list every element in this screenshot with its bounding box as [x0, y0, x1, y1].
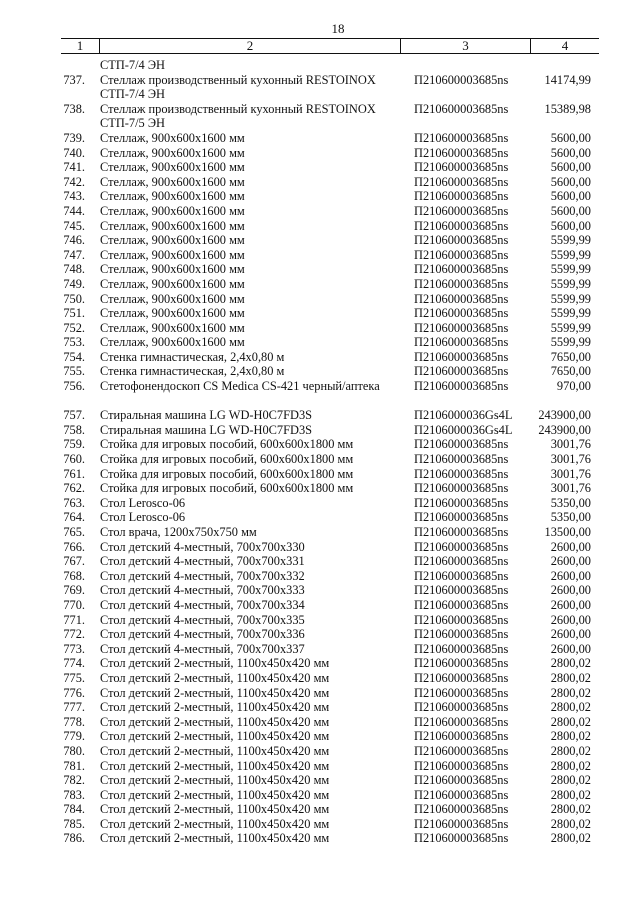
item-number: 765.: [63, 525, 85, 539]
table-row: [0, 671, 640, 686]
item-name: Стол Lerosco-06: [100, 510, 186, 525]
item-name: Стол детский 2-местный, 1100х450х420 мм: [100, 773, 330, 788]
item-code: П210600003685ns: [414, 597, 509, 612]
item-name: Стеллаж, 900х600х1600 мм: [100, 233, 245, 248]
item-code: П210600003685ns: [414, 729, 509, 744]
table-row: [0, 554, 640, 569]
item-name: Стол детский 4-местный, 700х700х330: [100, 539, 305, 554]
item-price: 5599,99: [550, 320, 591, 335]
item-price: 2600,00: [550, 641, 591, 656]
item-price: 5599,99: [550, 306, 591, 321]
item-name: Стеллаж, 900х600х1600 мм: [100, 291, 245, 306]
item-name: Стеллаж, 900х600х1600 мм: [100, 247, 245, 262]
item-name: Стеллаж, 900х600х1600 мм: [100, 306, 245, 321]
item-code: П210600003685ns: [414, 203, 509, 218]
item-code: П210600003685ns: [414, 145, 509, 160]
item-code: П210600003685ns: [414, 525, 509, 539]
item-name-continuation: СТП-7/4 ЭН: [100, 58, 165, 72]
item-number: 768.: [63, 568, 85, 583]
table-row: [0, 773, 640, 788]
item-price: 5600,00: [550, 189, 591, 204]
item-code: П210600003685ns: [414, 364, 509, 379]
item-price: 3001,76: [550, 466, 591, 481]
item-number: 770.: [63, 597, 85, 612]
item-number: 760.: [63, 452, 85, 467]
table-row: [0, 744, 640, 759]
table-row: [0, 233, 640, 248]
item-number: 745.: [63, 218, 85, 233]
item-number: 761.: [63, 466, 85, 481]
item-price: 14174,99: [544, 72, 591, 87]
item-name: Стол детский 4-местный, 700х700х332: [100, 568, 305, 583]
item-price: 2800,02: [550, 802, 591, 817]
table-row: [0, 306, 640, 321]
table-row: [0, 379, 640, 408]
table-row: [0, 788, 640, 803]
table-row: [0, 335, 640, 350]
item-name: Стол детский 2-местный, 1100х450х420 мм: [100, 700, 330, 715]
item-name: Стол детский 2-местный, 1100х450х420 мм: [100, 802, 330, 817]
table-row: [0, 729, 640, 744]
item-name: Стол детский 2-местный, 1100х450х420 мм: [100, 714, 330, 729]
item-name: Стеллаж, 900х600х1600 мм: [100, 174, 245, 189]
item-price: 243900,00: [538, 422, 591, 437]
item-name: Стол детский 4-местный, 700х700х335: [100, 612, 305, 627]
page-number: 18: [331, 21, 345, 36]
column-header-2: 2: [246, 38, 254, 53]
item-number: 739.: [63, 130, 85, 145]
item-name: Стол детский 2-местный, 1100х450х420 мм: [100, 670, 330, 685]
item-code: П210600003685ns: [414, 262, 509, 277]
item-price: 2800,02: [550, 685, 591, 700]
item-number: 784.: [63, 802, 85, 817]
item-number: 785.: [63, 816, 85, 831]
item-name: Стеллаж, 900х600х1600 мм: [100, 335, 245, 350]
table-row: [0, 598, 640, 613]
item-code: П210600003685ns: [414, 802, 509, 817]
item-price: 2600,00: [550, 583, 591, 598]
table-row: [0, 262, 640, 277]
item-price: 243900,00: [538, 408, 591, 423]
item-price: 5350,00: [550, 510, 591, 525]
item-code: П210600003685ns: [414, 583, 509, 598]
item-price: 2600,00: [550, 568, 591, 583]
table-row: [0, 423, 640, 438]
table-row: [0, 540, 640, 555]
item-price: 2800,02: [550, 714, 591, 729]
item-code: П210600003685ns: [414, 831, 509, 846]
table-row: [0, 802, 640, 817]
item-price: 2800,02: [550, 729, 591, 744]
table-row: [0, 364, 640, 379]
table-row: [0, 219, 640, 234]
item-code: П210600003685ns: [414, 174, 509, 189]
item-price: 2800,02: [550, 758, 591, 773]
item-number: 776.: [63, 685, 85, 700]
item-name: Стойка для игровых пособий, 600х600х1800 мм: [100, 481, 354, 496]
table-row: [0, 656, 640, 671]
item-number: 786.: [63, 831, 85, 846]
item-price: 5599,99: [550, 276, 591, 291]
item-code: П210600003685ns: [414, 743, 509, 758]
table-row: [0, 467, 640, 482]
item-code: П210600003685ns: [414, 160, 509, 175]
item-price: 5600,00: [550, 160, 591, 175]
table-row: [0, 715, 640, 730]
item-number: 764.: [63, 510, 85, 525]
table-row: [0, 569, 640, 584]
item-name: Стол врача, 1200х750х750 мм: [100, 525, 257, 539]
table-row: [0, 175, 640, 190]
item-price: 2800,02: [550, 656, 591, 671]
item-number: 777.: [63, 700, 85, 715]
item-price: 970,00: [556, 379, 591, 394]
item-price: 5600,00: [550, 145, 591, 160]
item-code: П210600003685ns: [414, 700, 509, 715]
item-number: 769.: [63, 583, 85, 598]
item-number: 782.: [63, 773, 85, 788]
table-row: [0, 146, 640, 161]
item-name: Стол детский 2-местный, 1100х450х420 мм: [100, 831, 330, 846]
item-number: 749.: [63, 276, 85, 291]
item-price: 2800,02: [550, 700, 591, 715]
item-price: 3001,76: [550, 452, 591, 467]
item-number: 779.: [63, 729, 85, 744]
item-number: 766.: [63, 539, 85, 554]
item-number: 771.: [63, 612, 85, 627]
item-number: 751.: [63, 306, 85, 321]
item-code: П210600003685ns: [414, 320, 509, 335]
item-number: 747.: [63, 247, 85, 262]
item-code: П210600003685ns: [414, 466, 509, 481]
item-price: 2800,02: [550, 816, 591, 831]
table-row: [0, 73, 640, 102]
item-name: Стол детский 4-местный, 700х700х337: [100, 641, 305, 656]
table-row: [0, 292, 640, 307]
item-number: 737.: [63, 72, 85, 87]
table-row: [0, 831, 640, 846]
item-name: Стеллаж, 900х600х1600 мм: [100, 160, 245, 175]
item-number: 742.: [63, 174, 85, 189]
item-number: 767.: [63, 554, 85, 569]
table-row: [0, 583, 640, 598]
item-price: 15389,98: [544, 101, 591, 116]
item-name: Стеллаж, 900х600х1600 мм: [100, 276, 245, 291]
item-price: 5350,00: [550, 495, 591, 510]
table-header: [61, 38, 599, 54]
item-price: 2800,02: [550, 670, 591, 685]
table-row: [0, 510, 640, 525]
item-number: 759.: [63, 437, 85, 452]
item-name: Стол детский 2-местный, 1100х450х420 мм: [100, 685, 330, 700]
item-number: 743.: [63, 189, 85, 204]
item-name: Стиральная машина LG WD-H0C7FD3S: [100, 422, 313, 437]
item-number: 757.: [63, 408, 85, 423]
item-price: 5600,00: [550, 130, 591, 145]
table-row: [0, 248, 640, 263]
item-code: П210600003685ns: [414, 670, 509, 685]
item-price: 2600,00: [550, 627, 591, 642]
item-number: 750.: [63, 291, 85, 306]
item-number: 783.: [63, 787, 85, 802]
item-name: Стиральная машина LG WD-H0C7FD3S: [100, 408, 313, 423]
item-price: 2800,02: [550, 787, 591, 802]
item-code: П210600003685ns: [414, 189, 509, 204]
item-code: П210600003685ns: [414, 276, 509, 291]
table-row: [0, 452, 640, 467]
item-name: Стол детский 4-местный, 700х700х333: [100, 583, 305, 598]
item-code: П210600003685ns: [414, 306, 509, 321]
item-code: П210600003685ns: [414, 816, 509, 831]
item-code: П210600003685ns: [414, 612, 509, 627]
table-row: [0, 817, 640, 832]
item-code: П210600003685ns: [414, 539, 509, 554]
item-code: П210600003685ns: [414, 495, 509, 510]
item-name: Стенка гимнастическая, 2,4х0,80 м: [100, 364, 285, 379]
item-number: 778.: [63, 714, 85, 729]
item-name: Стетофонендоскоп CS Medica CS-421 черный/аптека: [100, 379, 380, 394]
item-name: Стеллаж, 900х600х1600 мм: [100, 218, 245, 233]
item-code: П210600003685ns: [414, 773, 509, 788]
item-name: Стол Lerosco-06: [100, 495, 186, 510]
item-code: П210600003685ns: [414, 714, 509, 729]
item-price: 3001,76: [550, 437, 591, 452]
table-row: [0, 204, 640, 219]
item-code: П210600003685ns: [414, 349, 509, 364]
item-number: 781.: [63, 758, 85, 773]
item-code: П210600003685ns: [414, 218, 509, 233]
item-price: 2800,02: [550, 743, 591, 758]
item-number: 748.: [63, 262, 85, 277]
item-code: П210600003685ns: [414, 685, 509, 700]
item-number: 752.: [63, 320, 85, 335]
item-number: 762.: [63, 481, 85, 496]
item-name: Стеллаж, 900х600х1600 мм: [100, 203, 245, 218]
item-price: 5599,99: [550, 247, 591, 262]
item-name: Стойка для игровых пособий, 600х600х1800 мм: [100, 437, 354, 452]
table-row: [0, 642, 640, 657]
item-code: П210600003685ns: [414, 291, 509, 306]
table-row: [0, 131, 640, 146]
item-name: Стол детский 4-местный, 700х700х336: [100, 627, 305, 642]
item-name: Стеллаж производственный кухонный RESTOINOX СТП-7/5 ЭН: [100, 101, 376, 131]
item-code: П210600003685ns: [414, 656, 509, 671]
table-row: [0, 102, 640, 131]
item-number: 763.: [63, 495, 85, 510]
item-price: 5599,99: [550, 335, 591, 350]
table-row: [0, 189, 640, 204]
item-name: Стеллаж, 900х600х1600 мм: [100, 320, 245, 335]
table-row: [0, 437, 640, 452]
item-price: 2600,00: [550, 597, 591, 612]
item-code: П210600003685ns: [414, 627, 509, 642]
item-number: 753.: [63, 335, 85, 350]
item-name: Стол детский 2-местный, 1100х450х420 мм: [100, 743, 330, 758]
table-row: [0, 627, 640, 642]
item-price: 5599,99: [550, 291, 591, 306]
item-number: 756.: [63, 379, 85, 394]
column-header-4: 4: [561, 38, 569, 53]
item-name: Стойка для игровых пособий, 600х600х1800 мм: [100, 452, 354, 467]
column-header-3: 3: [462, 38, 469, 53]
item-price: 2600,00: [550, 539, 591, 554]
item-name: Стойка для игровых пособий, 600х600х1800 мм: [100, 466, 354, 481]
table-row: [0, 686, 640, 701]
item-name: Стол детский 2-местный, 1100х450х420 мм: [100, 656, 330, 671]
table-row: [0, 321, 640, 336]
item-number: 773.: [63, 641, 85, 656]
item-price: 7650,00: [550, 364, 591, 379]
table-row: [0, 277, 640, 292]
item-number: 775.: [63, 670, 85, 685]
item-name: Стол детский 2-местный, 1100х450х420 мм: [100, 729, 330, 744]
item-name: Стеллаж производственный кухонный RESTOINOX СТП-7/4 ЭН: [100, 72, 376, 102]
item-price: 2800,02: [550, 773, 591, 788]
item-code: П210600003685ns: [414, 787, 509, 802]
item-price: 2600,00: [550, 554, 591, 569]
item-code: П2106000036Gs4L: [414, 408, 513, 423]
item-number: 754.: [63, 349, 85, 364]
item-code: П210600003685ns: [414, 641, 509, 656]
item-price: 7650,00: [550, 349, 591, 364]
item-price: 5599,99: [550, 262, 591, 277]
table-row: [0, 350, 640, 365]
item-number: 740.: [63, 145, 85, 160]
table-row: [0, 160, 640, 175]
item-name: Стол детский 4-местный, 700х700х334: [100, 597, 305, 612]
table-body: [0, 58, 640, 846]
table-row: [0, 481, 640, 496]
item-price: 2800,02: [550, 831, 591, 846]
continuation-row: [0, 58, 640, 73]
item-name: Стол детский 2-местный, 1100х450х420 мм: [100, 787, 330, 802]
item-price: 3001,76: [550, 481, 591, 496]
item-number: 755.: [63, 364, 85, 379]
column-header-1: 1: [76, 38, 84, 53]
item-number: 744.: [63, 203, 85, 218]
item-price: 5600,00: [550, 218, 591, 233]
item-number: 758.: [63, 422, 85, 437]
item-price: 13500,00: [544, 525, 591, 539]
item-code: П210600003685ns: [414, 437, 509, 452]
item-code: П210600003685ns: [414, 568, 509, 583]
table-row: [0, 525, 640, 540]
item-number: 741.: [63, 160, 85, 175]
item-number: 746.: [63, 233, 85, 248]
item-name: Стеллаж, 900х600х1600 мм: [100, 189, 245, 204]
item-number: 738.: [63, 101, 85, 116]
item-code: П210600003685ns: [414, 233, 509, 248]
table-row: [0, 496, 640, 511]
item-name: Стеллаж, 900х600х1600 мм: [100, 145, 245, 160]
item-code: П210600003685ns: [414, 452, 509, 467]
item-code: П2106000036Gs4L: [414, 422, 513, 437]
item-name: Стол детский 2-местный, 1100х450х420 мм: [100, 816, 330, 831]
item-code: П210600003685ns: [414, 510, 509, 525]
item-code: П210600003685ns: [414, 72, 509, 87]
item-name: Стеллаж, 900х600х1600 мм: [100, 130, 245, 145]
item-code: П210600003685ns: [414, 335, 509, 350]
item-code: П210600003685ns: [414, 101, 509, 116]
item-name: Стеллаж, 900х600х1600 мм: [100, 262, 245, 277]
item-code: П210600003685ns: [414, 130, 509, 145]
item-price: 2600,00: [550, 612, 591, 627]
item-price: 5599,99: [550, 233, 591, 248]
table-row: [0, 613, 640, 628]
item-number: 774.: [63, 656, 85, 671]
item-number: 772.: [63, 627, 85, 642]
item-number: 780.: [63, 743, 85, 758]
table-row: [0, 700, 640, 715]
item-code: П210600003685ns: [414, 379, 509, 394]
table-row: [0, 759, 640, 774]
table-row: [0, 408, 640, 423]
item-name: Стенка гимнастическая, 2,4х0,80 м: [100, 349, 285, 364]
item-code: П210600003685ns: [414, 758, 509, 773]
item-name: Стол детский 2-местный, 1100х450х420 мм: [100, 758, 330, 773]
item-name: Стол детский 4-местный, 700х700х331: [100, 554, 305, 569]
item-code: П210600003685ns: [414, 481, 509, 496]
item-price: 5600,00: [550, 203, 591, 218]
item-code: П210600003685ns: [414, 554, 509, 569]
item-price: 5600,00: [550, 174, 591, 189]
item-code: П210600003685ns: [414, 247, 509, 262]
